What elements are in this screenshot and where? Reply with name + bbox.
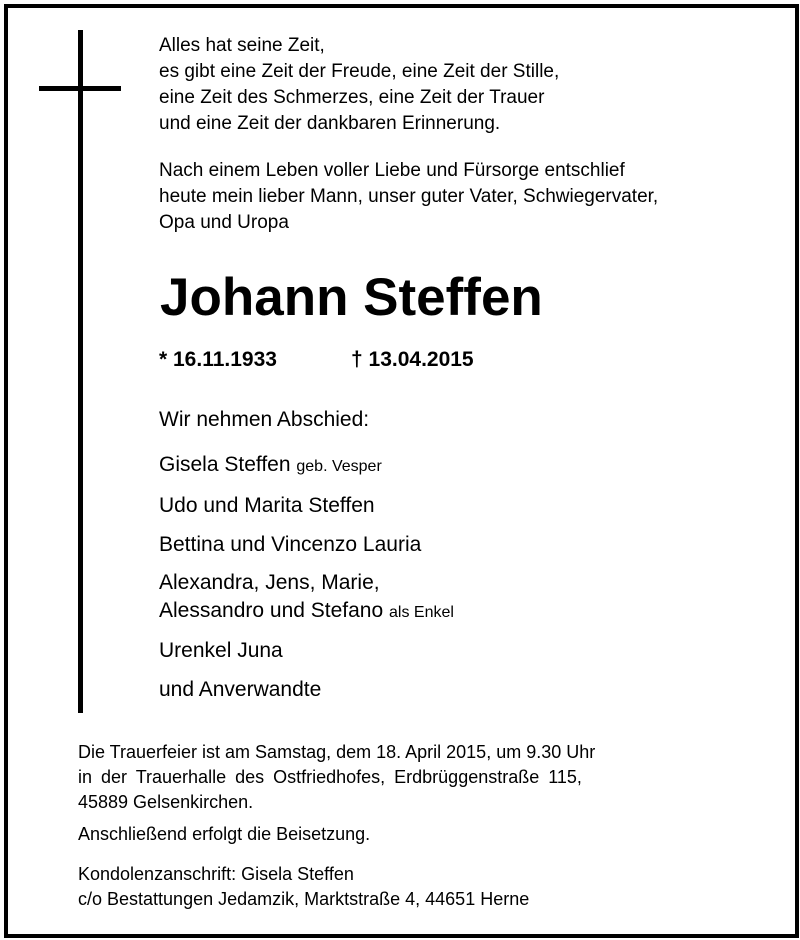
address-line: Kondolenzanschrift: Gisela Steffen — [78, 864, 354, 884]
intro-text — [159, 158, 658, 236]
condolence-address — [78, 862, 529, 912]
life-dates — [159, 346, 474, 374]
verse — [159, 33, 559, 137]
deceased-name: Johann Steffen — [160, 268, 543, 327]
verse-line: Alles hat seine Zeit, — [159, 35, 325, 56]
mourner-name: Alexandra, Jens, Marie, — [159, 571, 380, 594]
mourner-entry — [159, 450, 454, 482]
mourner-entry: und Anverwandte — [159, 678, 322, 701]
birth-date: * 16.11.1933 — [159, 348, 277, 371]
mourner-name: Alessandro und Stefano — [159, 599, 384, 622]
farewell-heading: Wir nehmen Abschied: — [159, 408, 370, 431]
mourner-name: Gisela Steffen — [159, 453, 291, 476]
ceremony-line: in der Trauerhalle des Ostfriedhofes, Erdbrüggenstraße 115, — [78, 767, 582, 787]
death-date: † 13.04.2015 — [351, 348, 474, 371]
address-line: c/o Bestattungen Jedamzik, Marktstraße 4, 44651 Herne — [78, 889, 530, 909]
cross-horizontal-bar — [39, 86, 121, 91]
mourner-note: als Enkel — [389, 604, 454, 621]
mourner-entry: Udo und Marita Steffen — [159, 494, 375, 517]
mourner-note: geb. Vesper — [296, 458, 382, 475]
burial-note: Anschließend erfolgt die Beisetzung. — [78, 824, 371, 844]
ceremony-details — [78, 740, 728, 815]
cross-vertical-bar — [78, 30, 83, 713]
intro-line: Opa und Uropa — [159, 212, 289, 233]
ceremony-line: Die Trauerfeier ist am Samstag, dem 18. April 2015, um 9.30 Uhr — [78, 742, 596, 762]
verse-line: eine Zeit des Schmerzes, eine Zeit der Trauer — [159, 87, 545, 108]
intro-line: Nach einem Leben voller Liebe und Fürsorge entschlief — [159, 160, 625, 181]
verse-line: es gibt eine Zeit der Freude, eine Zeit der Stille, — [159, 61, 560, 82]
intro-line: heute mein lieber Mann, unser guter Vater, Schwiegervater, — [159, 186, 659, 207]
mourner-entry: Urenkel Juna — [159, 639, 283, 662]
ceremony-line: 45889 Gelsenkirchen. — [78, 792, 254, 812]
mourners-list — [159, 450, 454, 714]
verse-line: und eine Zeit der dankbaren Erinnerung. — [159, 113, 501, 134]
mourner-entry: Bettina und Vincenzo Lauria — [159, 533, 422, 556]
mourner-entry — [159, 569, 454, 627]
